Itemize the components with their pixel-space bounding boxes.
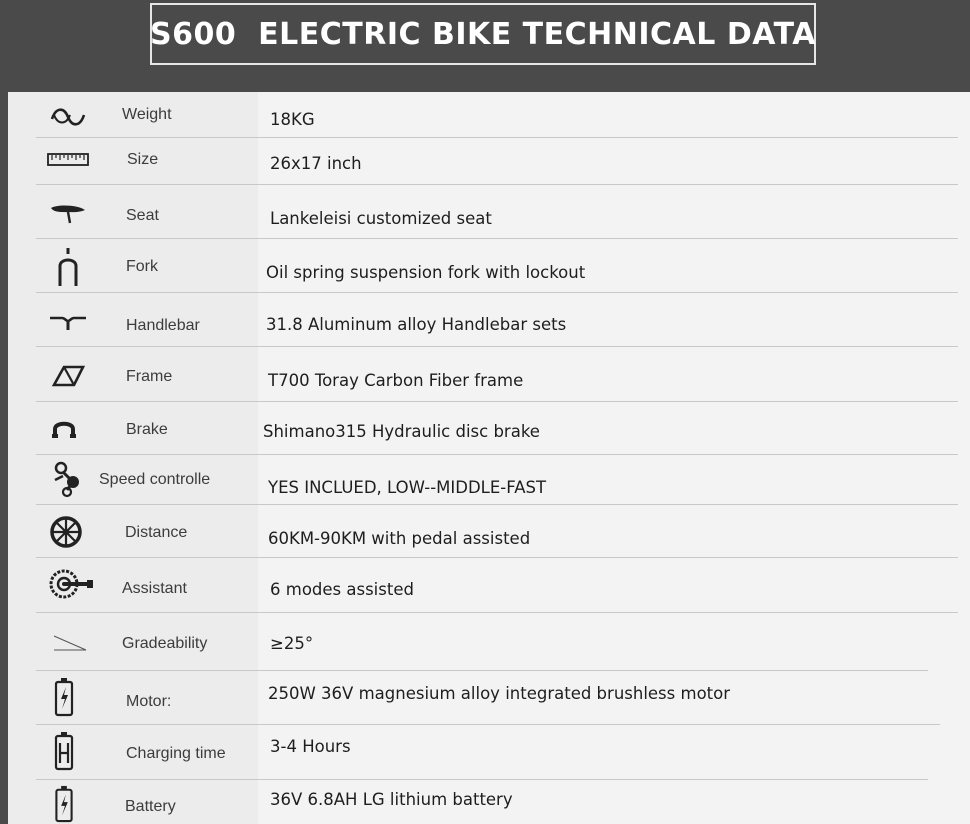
spec-value: 250W 36V magnesium alloy integrated brushless motor [268, 684, 731, 703]
fork-icon [48, 246, 88, 288]
battery-bolt-icon [48, 677, 80, 717]
wheel-icon [46, 512, 86, 552]
brake-icon [44, 408, 84, 448]
spec-value: 31.8 Aluminum alloy Handlebar sets [266, 315, 567, 334]
spec-label: Frame [126, 368, 173, 385]
crankset-icon [48, 564, 96, 604]
battery-bolt-icon [48, 784, 80, 824]
spec-label: Distance [125, 524, 188, 541]
spec-value: 18KG [270, 110, 315, 129]
spec-row-motor [8, 671, 970, 725]
spec-row-weight [8, 92, 970, 138]
spec-row-gradeability [8, 613, 970, 671]
spec-value: Lankeleisi customized seat [270, 209, 492, 228]
spec-label: Battery [125, 798, 176, 815]
spec-label: Assistant [122, 580, 187, 597]
header-bar [0, 0, 970, 84]
spec-value: 60KM-90KM with pedal assisted [268, 529, 531, 548]
spec-row-brake [8, 402, 970, 455]
spec-table [8, 92, 970, 824]
spec-value: ≥25° [270, 634, 314, 653]
spec-label: Brake [126, 421, 168, 438]
spec-row-frame [8, 347, 970, 402]
slope-icon [50, 627, 90, 655]
spec-value: YES INCLUED, LOW--MIDDLE-FAST [268, 478, 547, 497]
spec-row-assistant [8, 558, 970, 613]
weight-icon [48, 96, 88, 136]
spec-label: Speed controlle [99, 471, 211, 488]
spec-row-fork [8, 239, 970, 293]
spec-label: Fork [126, 258, 158, 275]
spec-label: Gradeability [122, 635, 208, 652]
spec-value: 26x17 inch [270, 154, 362, 173]
spec-label: Weight [122, 106, 172, 123]
battery-h-icon [48, 731, 80, 771]
spec-row-speed-control [8, 455, 970, 505]
seat-icon [48, 193, 88, 233]
spec-row-size [8, 138, 970, 185]
spec-value: 3-4 Hours [270, 737, 351, 756]
spec-value: Oil spring suspension fork with lockout [266, 263, 586, 282]
spec-row-seat [8, 185, 970, 239]
spec-row-battery [8, 780, 970, 824]
frame-icon [48, 355, 88, 395]
spec-row-charging-time [8, 725, 970, 780]
ruler-icon [46, 140, 90, 180]
spec-label: Seat [126, 207, 159, 224]
spec-value: Shimano315 Hydraulic disc brake [263, 422, 540, 441]
spec-value: 6 modes assisted [270, 580, 414, 599]
spec-row-handlebar [8, 293, 970, 347]
spec-value: T700 Toray Carbon Fiber frame [268, 371, 524, 390]
spec-value: 36V 6.8AH LG lithium battery [270, 790, 513, 809]
spec-label: Handlebar [126, 317, 200, 334]
spec-label: Motor: [126, 693, 172, 710]
spec-row-distance [8, 505, 970, 558]
spec-label: Charging time [126, 745, 226, 762]
spec-label: Size [127, 151, 159, 168]
page-title: S600 ELECTRIC BIKE TECHNICAL DATA [150, 16, 816, 52]
derailleur-icon [48, 459, 88, 499]
title-box [150, 3, 816, 65]
handlebar-icon [48, 303, 88, 343]
